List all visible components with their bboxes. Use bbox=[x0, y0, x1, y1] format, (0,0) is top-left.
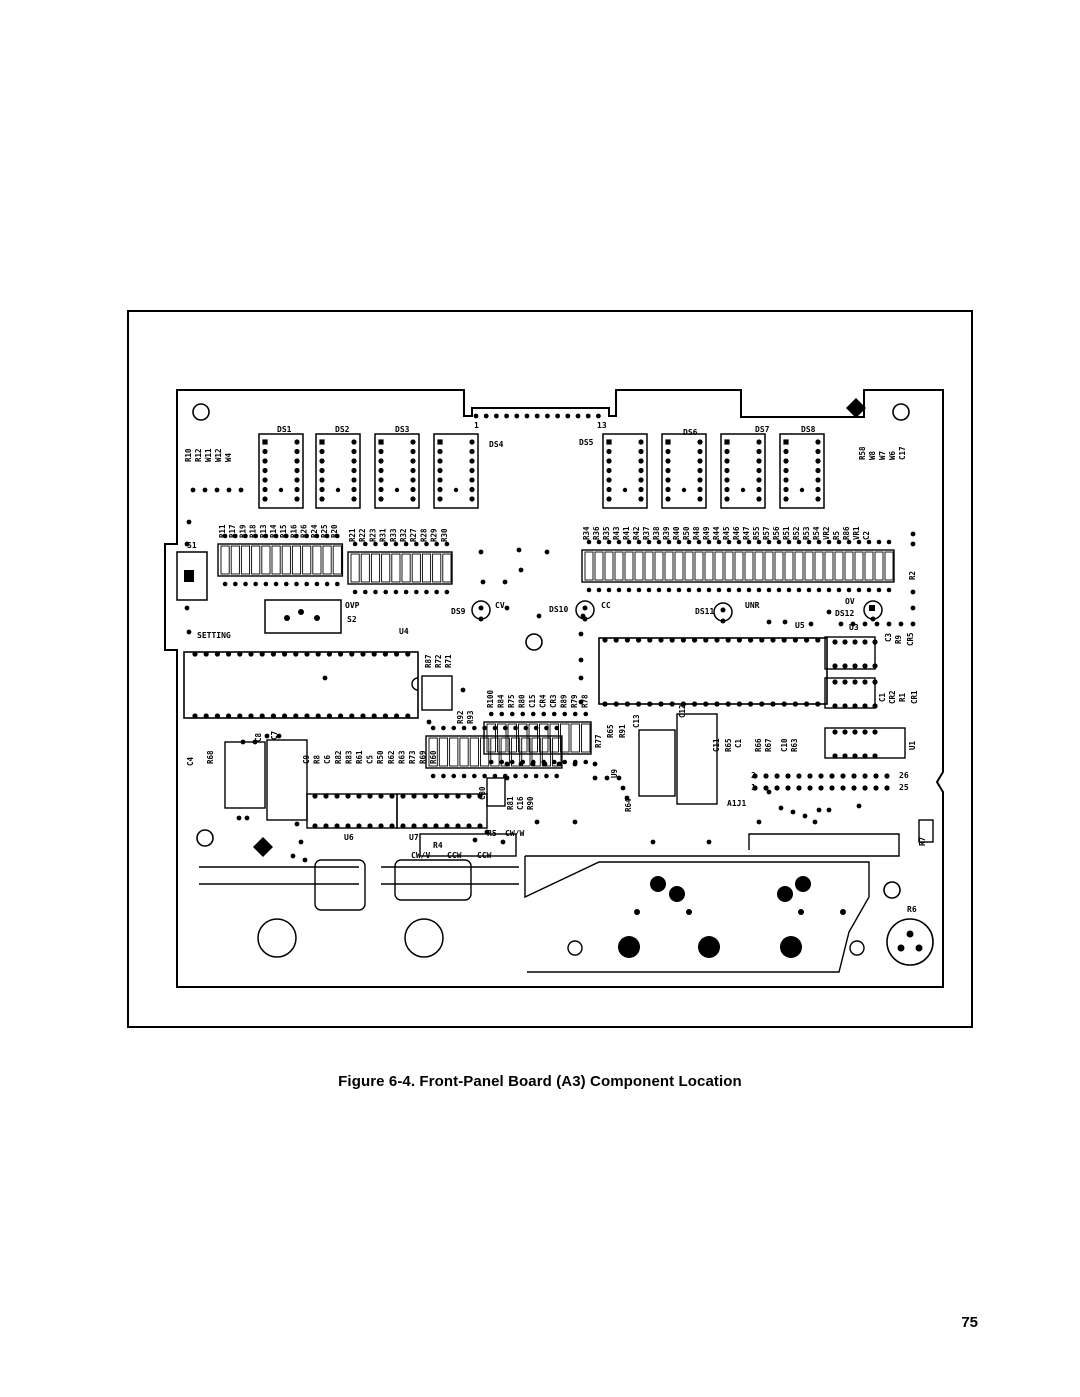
label-ll-c9: C9 bbox=[302, 754, 311, 764]
label-ll-r62: R62 bbox=[386, 750, 396, 764]
mount-hole-br bbox=[884, 882, 900, 898]
label-lct-w12: W12 bbox=[214, 448, 223, 462]
lower-slot-2 bbox=[381, 867, 519, 884]
label-r93: R93 bbox=[466, 710, 475, 724]
label-setting: SETTING bbox=[197, 631, 231, 640]
display-packages bbox=[259, 434, 824, 508]
label-rr-r47: R47 bbox=[742, 526, 751, 540]
label-ccw1: CCW bbox=[447, 851, 462, 860]
label-lm-r75: R75 bbox=[507, 694, 516, 708]
label-mr-r32: R32 bbox=[399, 528, 408, 542]
pcb-component-diagram bbox=[129, 312, 971, 1026]
switch-s2 bbox=[265, 600, 341, 633]
lower-slot-1 bbox=[199, 867, 359, 884]
label-ds6: DS6 bbox=[683, 428, 698, 437]
label-rr-r53: R53 bbox=[802, 526, 811, 540]
label-rr-r40: R40 bbox=[672, 526, 681, 540]
label-r66: R66 bbox=[754, 738, 763, 752]
pot-mid bbox=[405, 919, 443, 957]
label-s2: S2 bbox=[347, 615, 357, 624]
label-lr-r18: R18 bbox=[248, 524, 258, 538]
label-r65: R65 bbox=[606, 724, 615, 738]
mount-hole-bl bbox=[197, 830, 213, 846]
label-r63: R63 bbox=[790, 738, 799, 752]
label-c12: C12 bbox=[678, 704, 687, 718]
label-r6: R6 bbox=[907, 905, 917, 914]
label-ds7: DS7 bbox=[755, 425, 770, 434]
label-lr-r11: R11 bbox=[218, 524, 227, 538]
label-c13: C13 bbox=[632, 714, 641, 728]
label-rr-r52: R52 bbox=[792, 526, 801, 540]
mount-hole-tr bbox=[893, 404, 909, 420]
label-a1j1: A1J1 bbox=[727, 799, 747, 808]
label-u3: U3 bbox=[849, 623, 859, 632]
label-unr: UNR bbox=[745, 601, 760, 610]
pot-r6 bbox=[887, 919, 933, 965]
label-lm-r100: R100 bbox=[486, 689, 495, 708]
label-rr-r39: R39 bbox=[662, 526, 671, 540]
label-ov: OV bbox=[845, 597, 855, 606]
ic-u5 bbox=[599, 638, 827, 704]
label-lr-r26: R26 bbox=[299, 524, 309, 538]
label-rr-r44: R44 bbox=[712, 526, 721, 540]
label-rr-c2: C2 bbox=[862, 530, 871, 540]
label-r91: R91 bbox=[618, 724, 627, 738]
label-cr1: CR1 bbox=[910, 690, 919, 704]
label-pin25: 25 bbox=[899, 783, 909, 792]
label-ds5: DS5 bbox=[579, 438, 594, 447]
label-lr-r14: R14 bbox=[269, 524, 278, 538]
label-r7: R7 bbox=[918, 836, 927, 846]
label-lm-cr3: CR3 bbox=[549, 694, 558, 708]
label-rct-r58: R58 bbox=[858, 446, 867, 460]
label-pin1: 1 bbox=[474, 421, 479, 430]
label-cww: CW/W bbox=[505, 829, 525, 838]
label-mr-r31: R31 bbox=[378, 528, 388, 542]
figure-caption: Figure 6-4. Front-Panel Board (A3) Component Location bbox=[338, 1073, 742, 1090]
label-rct-w6: W6 bbox=[888, 450, 897, 460]
label-c80: C80 bbox=[478, 786, 487, 800]
label-cwv: CW/V bbox=[411, 851, 431, 860]
label-lr-r13: R13 bbox=[258, 524, 268, 538]
label-ds4: DS4 bbox=[489, 440, 504, 449]
label-ll-r60: R60 bbox=[429, 750, 439, 764]
label-rr-r5: R5 bbox=[832, 530, 841, 540]
label-lct-r12: R12 bbox=[194, 448, 203, 462]
label-mr-r28: R28 bbox=[419, 528, 429, 542]
cap-c4 bbox=[225, 742, 265, 808]
ic-u4 bbox=[184, 652, 418, 718]
slot-bracket-2 bbox=[395, 860, 471, 900]
label-ll-r8: R8 bbox=[312, 754, 322, 764]
label-rr-r86: R86 bbox=[842, 526, 851, 540]
label-ll-r63: R63 bbox=[397, 750, 407, 764]
label-lm-cr4: CR4 bbox=[538, 694, 548, 708]
label-ds3: DS3 bbox=[395, 425, 410, 434]
label-lm-c15: C15 bbox=[528, 694, 537, 708]
label-rr-vr1: VR1 bbox=[852, 526, 861, 540]
label-pin26: 26 bbox=[899, 771, 909, 780]
label-rr-r42: R42 bbox=[632, 526, 641, 540]
label-r77: R77 bbox=[594, 734, 603, 748]
label-u5: U5 bbox=[795, 621, 805, 630]
label-lct-w4: W4 bbox=[224, 452, 233, 462]
label-c11: C11 bbox=[712, 738, 721, 752]
label-lr-r16: R16 bbox=[289, 524, 299, 538]
label-ll-r82: R82 bbox=[333, 750, 343, 764]
label-r67: R67 bbox=[764, 738, 773, 752]
label-c1b: C1 bbox=[734, 738, 743, 748]
ic-u7 bbox=[397, 794, 487, 828]
label-r5: R5 bbox=[487, 829, 497, 838]
label-ll-r61: R61 bbox=[355, 750, 364, 764]
label-lm-r79: R79 bbox=[570, 694, 579, 708]
label-c16: C16 bbox=[516, 796, 525, 810]
mount-hole-tl bbox=[193, 404, 209, 420]
label-s1: S1 bbox=[187, 541, 197, 550]
label-rr-r35: R35 bbox=[602, 526, 611, 540]
label-u7: U7 bbox=[409, 833, 419, 842]
label-rr-vr2: VR2 bbox=[822, 526, 831, 540]
label-ll-r69: R69 bbox=[418, 750, 428, 764]
label-lr-r25: R25 bbox=[320, 524, 329, 538]
silkscreen-labels bbox=[184, 421, 927, 914]
label-mr-r33: R33 bbox=[388, 528, 398, 542]
label-rr-r55: R55 bbox=[752, 526, 761, 540]
label-rr-r37: R37 bbox=[642, 526, 651, 540]
page-number: 75 bbox=[961, 1314, 978, 1331]
label-lr-r17: R17 bbox=[228, 524, 238, 538]
label-ccw2: CCW bbox=[477, 851, 492, 860]
label-lct-w11: W11 bbox=[204, 448, 213, 462]
label-rr-r51: R51 bbox=[782, 526, 791, 540]
label-ds9: DS9 bbox=[451, 607, 466, 616]
label-ll-c6: C6 bbox=[323, 754, 333, 764]
label-rr-r50: R50 bbox=[682, 526, 691, 540]
label-lr-r19: R19 bbox=[238, 524, 248, 538]
label-mr-r29: R29 bbox=[429, 528, 439, 542]
label-u9: U9 bbox=[610, 768, 619, 778]
label-c10: C10 bbox=[780, 738, 789, 752]
ic-u6 bbox=[307, 794, 397, 828]
label-ds2: DS2 bbox=[335, 425, 350, 434]
label-mr-r27: R27 bbox=[409, 528, 419, 542]
label-ll-r83: R83 bbox=[344, 750, 354, 764]
label-mr-r22: R22 bbox=[358, 528, 368, 542]
label-r64: R64 bbox=[624, 798, 633, 812]
label-r92: R92 bbox=[456, 710, 465, 724]
figure-frame bbox=[127, 310, 973, 1028]
label-lm-r84: R84 bbox=[496, 694, 506, 708]
label-c1: C1 bbox=[878, 692, 887, 702]
label-pin13: 13 bbox=[597, 421, 607, 430]
label-cv: CV bbox=[495, 601, 505, 610]
resistor-array-right bbox=[582, 550, 894, 582]
label-rr-r34: R34 bbox=[582, 526, 591, 540]
label-rct-w8: W8 bbox=[868, 450, 877, 460]
label-r81: R81 bbox=[506, 796, 515, 810]
comp-r72 bbox=[422, 676, 452, 710]
ic-u9 bbox=[639, 730, 675, 796]
label-ds10: DS10 bbox=[549, 605, 569, 614]
label-ovp: OVP bbox=[345, 601, 360, 610]
diamond-mark-bl bbox=[253, 837, 273, 857]
label-lct-r10: R10 bbox=[184, 448, 193, 462]
cap-c12 bbox=[677, 714, 717, 804]
label-r2: R2 bbox=[908, 570, 917, 580]
label-r68: R68 bbox=[206, 750, 215, 764]
label-lm-r80: R80 bbox=[517, 694, 527, 708]
label-lr-r24: R24 bbox=[309, 524, 319, 538]
label-mr-r21: R21 bbox=[348, 528, 357, 542]
label-rr-r56: R56 bbox=[772, 526, 781, 540]
label-lm-r89: R89 bbox=[559, 694, 569, 708]
label-ds12: DS12 bbox=[835, 609, 855, 618]
label-u1: U1 bbox=[908, 740, 917, 750]
label-r1: R1 bbox=[898, 692, 907, 702]
label-c7: C7 bbox=[270, 730, 279, 740]
label-rct-c17: C17 bbox=[898, 446, 907, 460]
label-rr-r41: R41 bbox=[622, 526, 631, 540]
label-rr-r49: R49 bbox=[702, 526, 711, 540]
label-mr-r30: R30 bbox=[439, 528, 449, 542]
label-rr-r54: R54 bbox=[812, 526, 821, 540]
label-ll-c5: C5 bbox=[365, 754, 375, 764]
label-pin1b: 1 bbox=[751, 783, 756, 792]
label-ds8: DS8 bbox=[801, 425, 816, 434]
label-rct-w7: W7 bbox=[878, 450, 887, 460]
label-cr5: CR5 bbox=[906, 632, 915, 646]
label-pin2: 2 bbox=[751, 771, 756, 780]
label-ll-r50: R50 bbox=[376, 750, 386, 764]
label-ds1: DS1 bbox=[277, 425, 292, 434]
label-rr-r48: R48 bbox=[692, 526, 701, 540]
label-c3: C3 bbox=[884, 632, 893, 642]
label-mr-r23: R23 bbox=[368, 528, 378, 542]
label-r4: R4 bbox=[433, 841, 443, 850]
label-rr-r43: R43 bbox=[612, 526, 621, 540]
label-rr-r57: R57 bbox=[762, 526, 771, 540]
label-r65b: R65 bbox=[724, 738, 733, 752]
label-u4: U4 bbox=[399, 627, 409, 636]
cap-c7 bbox=[267, 740, 307, 820]
pot-left bbox=[258, 919, 296, 957]
label-cr2: CR2 bbox=[888, 690, 897, 704]
label-rr-r38: R38 bbox=[652, 526, 661, 540]
label-c4: C4 bbox=[186, 756, 195, 766]
label-r71: R71 bbox=[444, 654, 453, 668]
label-r87: R87 bbox=[424, 654, 433, 668]
label-rr-r45: R45 bbox=[722, 526, 731, 540]
label-u6: U6 bbox=[344, 833, 354, 842]
label-lr-r20: R20 bbox=[330, 524, 340, 538]
label-ds11: DS11 bbox=[695, 607, 715, 616]
label-ll-r73: R73 bbox=[408, 750, 417, 764]
label-rr-r46: R46 bbox=[732, 526, 741, 540]
label-c8: C8 bbox=[254, 732, 263, 742]
label-cc: CC bbox=[601, 601, 611, 610]
label-r9: R9 bbox=[894, 634, 903, 644]
top-connector-pins bbox=[474, 414, 601, 419]
mount-hole-center bbox=[526, 634, 542, 650]
label-lm-r78: R78 bbox=[580, 694, 590, 708]
label-lr-r15: R15 bbox=[279, 524, 289, 538]
label-r72: R72 bbox=[434, 654, 443, 668]
label-r90: R90 bbox=[526, 796, 535, 810]
comp-c80 bbox=[487, 778, 505, 806]
label-rr-r36: R36 bbox=[592, 526, 601, 540]
